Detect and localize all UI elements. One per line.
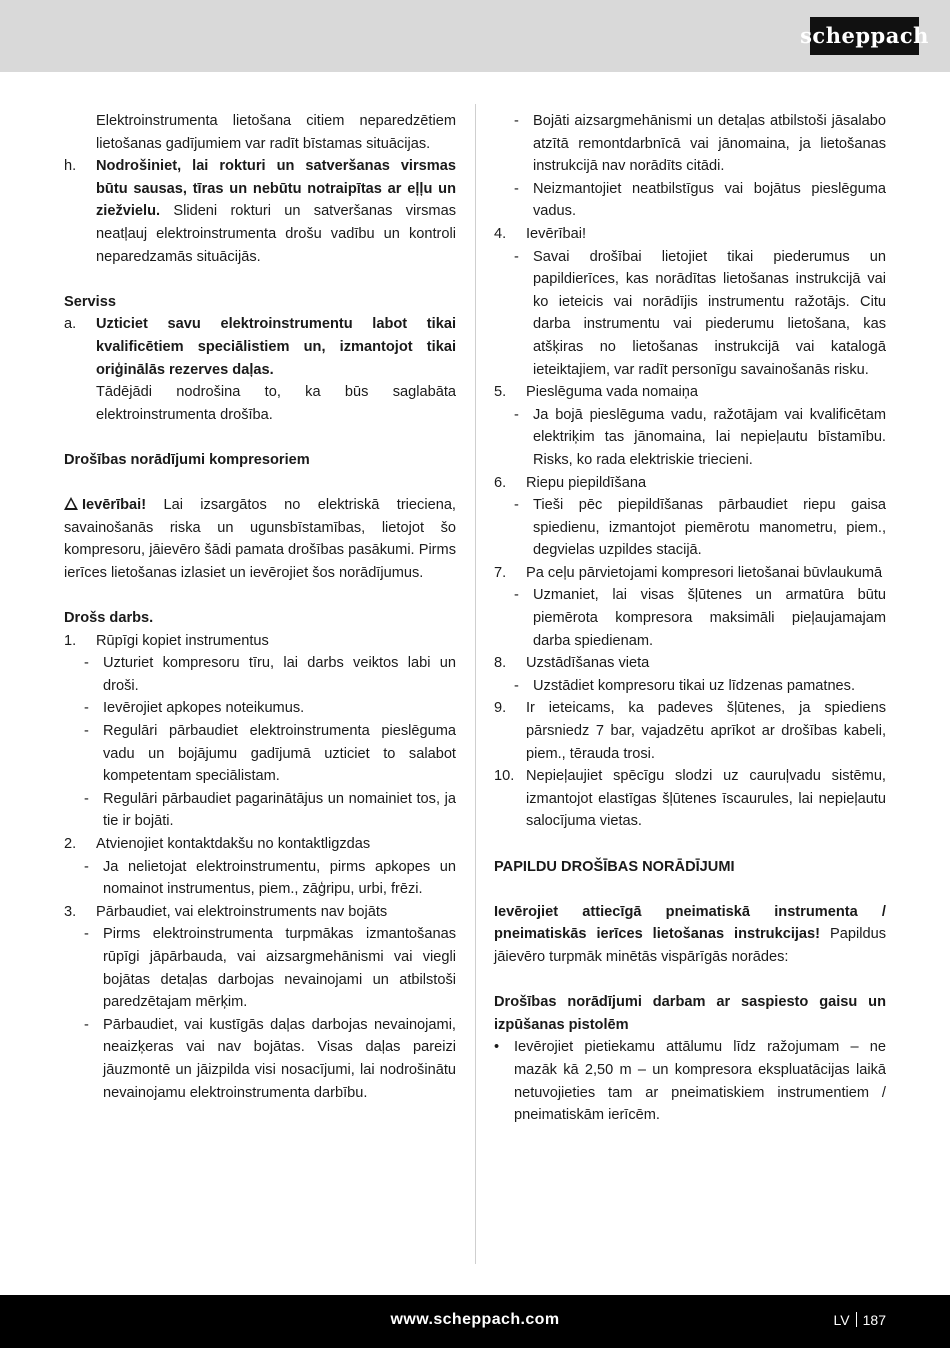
footer-url: www.scheppach.com	[390, 1311, 560, 1328]
dash-marker: -	[514, 180, 519, 197]
serviss-item-a	[64, 313, 456, 426]
item-text: Ir ieteicams, ka padeves šļūtenes, ja spiediens pārsniedz 7 bar, vajadzētu aprīkot ar drošības kabeli, piem., tērauda trosi.	[526, 700, 886, 762]
item-label: 4.	[494, 225, 507, 242]
brand-logo	[800, 17, 929, 55]
bullet-item	[494, 1036, 886, 1126]
item-text: Pa ceļu pārvietojami kompresori lietošanai būvlaukumā	[526, 564, 883, 581]
dash-text: Pirms elektroinstrumenta turpmākas izmantošanas rūpīgi jāpārbauda, vai aizsargmehānismi vai viegli bojātas detaļas darbojas nevainojami un atbilstoši paredzētajam mērķim.	[103, 926, 456, 1011]
dash-item	[494, 494, 886, 562]
dash-text: Tieši pēc piepildīšanas pārbaudiet riepu gaisa spiedienu, izmantojot piemērotu manometru, piem., degvielas uzpildes stacijā.	[533, 497, 886, 559]
item-text: Riepu piepildīšana	[526, 474, 647, 491]
numbered-item-10	[494, 765, 886, 833]
dash-item	[64, 697, 456, 720]
dash-marker: -	[84, 790, 89, 807]
footer-page-info	[834, 1309, 886, 1332]
item-h-text: Slideni rokturi un satveršanas virsmas neatļauj elektroinstrumenta drošu vadību un kontroli neparedzamās situācijās.	[96, 203, 456, 265]
item-label: 2.	[64, 836, 77, 852]
footer-lang: LV	[833, 1312, 850, 1328]
brand-logo-text: scheppach	[800, 22, 929, 48]
numbered-item-2	[64, 833, 456, 856]
numbered-item-1	[64, 630, 456, 653]
dash-marker: -	[84, 926, 89, 943]
dash-marker: -	[514, 406, 519, 423]
serviss-heading: Serviss	[64, 293, 116, 310]
dash-marker: -	[84, 655, 89, 672]
item-text: Pārbaudiet, vai elektroinstruments nav bojāts	[96, 903, 388, 920]
compressor-safety-heading: Drošības norādījumi kompresoriem	[64, 451, 310, 468]
dash-item	[64, 1014, 456, 1104]
additional-safety-text: Papildus jāievēro turpmāk minētās vispārīgās norādes:	[494, 926, 886, 965]
dash-item	[494, 675, 886, 698]
dash-marker: -	[84, 723, 89, 740]
dash-text: Uzstādiet kompresoru tikai uz līdzenas pamatnes.	[533, 677, 856, 694]
item-label: 5.	[494, 384, 507, 401]
warning-paragraph	[64, 494, 456, 584]
air-gun-heading: Drošības norādījumi darbam ar saspiesto gaisu un izpūšanas pistolēm	[494, 994, 886, 1033]
footer-separator	[856, 1312, 857, 1327]
item-text: Atvienojiet kontaktdakšu no kontaktligzdas	[96, 836, 371, 852]
dash-text: Ievērojiet apkopes noteikumus.	[103, 700, 305, 717]
item-label: h.	[64, 158, 77, 175]
item-label: 10.	[494, 768, 515, 785]
dash-text: Regulāri pārbaudiet elektroinstrumenta pieslēguma vadu un bojājumu gadījumā uzticiet to salabot kompetentam speciālistam.	[103, 723, 456, 785]
item-label: 3.	[64, 903, 77, 920]
numbered-item-8	[494, 652, 886, 675]
warning-bold: Ievērībai!	[82, 497, 147, 514]
dash-marker: -	[514, 497, 519, 514]
item-text: Uzstādīšanas vieta	[526, 655, 650, 672]
dash-marker: -	[514, 113, 519, 129]
dash-item	[64, 720, 456, 788]
page-header	[0, 0, 950, 72]
item-text: Pieslēguma vada nomaiņa	[526, 384, 698, 401]
dash-text: Uzmaniet, lai visas šļūtenes un armatūra būtu piemērota kompresora maksimāli pieļaujamajam darba spiedienam.	[533, 587, 886, 649]
bullet-text: Ievērojiet pietiekamu attālumu līdz ražojumam – ne mazāk kā 2,50 m – un kompresora ekspluatācijas laikā netuvojieties tam ar pneimatiskiem instrumentiem / pneimatiskām ierīcēm.	[514, 1039, 886, 1124]
serviss-a-text: Tādējādi nodrošina to, ka būs saglabāta elektroinstrumenta drošība.	[96, 384, 456, 423]
dash-marker: -	[514, 587, 519, 604]
item-text: Rūpīgi kopiet instrumentus	[96, 632, 269, 649]
item-label: 9.	[494, 700, 507, 717]
item-text: Nepieļaujiet spēcīgu slodzi uz cauruļvadu sistēmu, izmantojot elastīgas šļūtenes īscaurules, lai nepieļautu salocījuma vietas.	[526, 768, 886, 830]
dash-text: Savai drošībai lietojiet tikai piederumus un papildierīces, kas norādītas lietošanas instrukcijā vai ko ieteicis vai norādījis instrumentu ražotājs. Citu darba instrumentu vai piederumu lietošana, kas atšķiras no lietošanas instrukcijā vai katalogā ieteiktajiem, var radīt personīgu savainošanās risku.	[533, 248, 886, 378]
dash-text: Bojāti aizsargmehānismi un detaļas atbilstoši jāsalabo atzītā remontdarbnīcā vai jānomaina, ja lietošanas instrukcijā nav norādīts citādi.	[533, 113, 886, 175]
numbered-item-7	[494, 562, 886, 585]
bullet-marker: •	[494, 1039, 500, 1056]
right-column	[494, 110, 886, 1127]
numbered-item-9	[494, 697, 886, 765]
numbered-item-4	[494, 223, 886, 246]
dash-text: Ja nelietojat elektroinstrumentu, pirms apkopes un nomainot instrumentus, piem., zāģripu, urbi, frēzi.	[103, 858, 456, 898]
serviss-a-bold: Uzticiet savu elektroinstrumentu labot tikai kvalificētiem speciālistiem un, izmantojot tikai oriģinālās rezerves daļas.	[96, 316, 456, 378]
item-label: 8.	[494, 655, 507, 672]
dash-text: Uzturiet kompresoru tīru, lai darbs veiktos labi un droši.	[103, 655, 456, 694]
item-h	[64, 155, 456, 268]
item-label: 6.	[494, 474, 507, 491]
additional-safety-paragraph	[494, 901, 886, 969]
dash-item	[64, 788, 456, 833]
dash-item	[494, 110, 886, 178]
dash-marker: -	[84, 1016, 89, 1033]
dash-item	[64, 923, 456, 1013]
dash-marker: -	[84, 700, 89, 717]
intro-paragraph: Elektroinstrumenta lietošana citiem neparedzētiem lietošanas gadījumiem var radīt bīstamas situācijas.	[96, 113, 456, 152]
item-label: 7.	[494, 564, 507, 581]
dash-item	[494, 404, 886, 472]
dash-item	[494, 584, 886, 652]
dash-text: Neizmantojiet neatbilstīgus vai bojātus pieslēguma vadus.	[533, 180, 886, 220]
dash-text: Ja bojā pieslēguma vadu, ražotājam vai kvalificētam elektriķim tas jānomaina, lai nepieļautu bīstamību. Risks, ko rada elektriskie triecieni.	[533, 406, 886, 468]
item-label: a.	[64, 316, 77, 333]
additional-safety-bold: Ievērojiet attiecīgā pneimatiskā instrumenta / pneimatiskās ierīces lietošanas instrukcijas!	[494, 903, 886, 943]
numbered-item-3	[64, 901, 456, 924]
warning-triangle-icon	[64, 497, 78, 510]
dash-text: Regulāri pārbaudiet pagarinātājus un nomainiet tos, ja tie ir bojāti.	[103, 790, 456, 830]
left-column	[64, 110, 456, 1104]
item-h-bold: Nodrošiniet, lai rokturi un satveršanas virsmas būtu sausas, tīras un nebūtu notraipītas ar eļļu un ziežvielu.	[96, 158, 456, 220]
warning-text: Lai izsargātos no elektriskā trieciena, savainošanās riska un ugunsbīstamības, lietojot šo kompresoru, jāievēro šādi pamata drošības pasākumi. Pirms ierīces lietošanas izlasiet un ievērojiet šos norādījumus.	[64, 497, 456, 581]
dash-item	[494, 178, 886, 223]
numbered-item-6	[494, 472, 886, 495]
dash-marker: -	[514, 248, 519, 265]
footer-page-number: 187	[862, 1312, 886, 1328]
dash-item	[494, 246, 886, 382]
dash-marker: -	[84, 858, 89, 875]
dash-item	[64, 856, 456, 901]
item-label: 1.	[64, 632, 77, 649]
item-text: Ievērībai!	[526, 225, 587, 242]
safe-work-heading: Drošs darbs.	[64, 610, 154, 627]
additional-safety-heading: PAPILDU DROŠĪBAS NORĀDĪJUMI	[494, 858, 735, 875]
dash-marker: -	[514, 677, 519, 694]
numbered-item-5	[494, 381, 886, 404]
column-divider	[475, 104, 476, 1264]
dash-item	[64, 652, 456, 697]
dash-text: Pārbaudiet, vai kustīgās daļas darbojas nevainojami, neaizķeras vai nav bojātas. Visas daļas pareizi jāuzmontē un jāizpilda visi nosacījumi, lai nodrošinātu nevainojamu elektroinstrumenta darbību.	[103, 1016, 456, 1101]
page-footer	[0, 1295, 950, 1348]
